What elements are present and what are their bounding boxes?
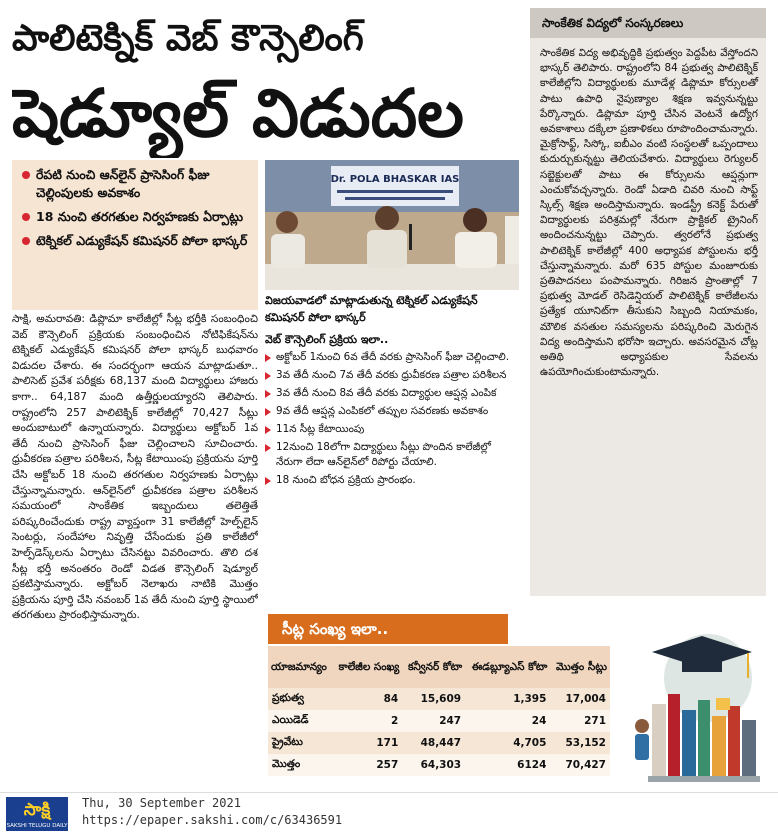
table-cell: 70,427 (550, 754, 610, 776)
table-cell: 4,705 (465, 732, 550, 754)
table-cell: 2 (333, 710, 403, 732)
highlight-item: రేపటి నుంచి ఆన్‌లైన్ ప్రాసెసింగ్ ఫీజు చెల్లింపులకు అవకాశం (20, 166, 250, 202)
table-cell: 257 (333, 754, 403, 776)
table-cell: 48,447 (402, 732, 465, 754)
table-cell: ప్రభుత్వ (268, 688, 333, 710)
table-cell: 15,609 (402, 688, 465, 710)
headline-line-1: పాలిటెక్నిక్ వెబ్ కౌన్సెలింగ్ (12, 18, 364, 59)
epaper-url[interactable]: https://epaper.sakshi.com/c/63436591 (82, 813, 343, 827)
process-item: అక్టోబర్ 1నుంచి 6వ తేదీ వరకు ప్రాసెసింగ్ ఫీజు చెల్లించాలి. (265, 350, 519, 365)
highlight-item: 18 నుంచి తరగతుల నిర్వహణకు ఏర్పాట్లు (20, 208, 250, 226)
process-item: 12నుంచి 18లోగా విద్యార్థులు సీట్లు పొందిన కాలేజీల్లో నేరుగా లేదా ఆన్‌లైన్‌లో రిపోర్టు చేయాలి. (265, 440, 519, 470)
process-title: వెబ్ కౌన్సెలింగ్ ప్రక్రియ ఇలా.. (265, 333, 389, 346)
sidebar-body: సాంకేతిక విద్య అభివృద్ధికి ప్రభుత్వం పెద్దపీట వేస్తోందని భాస్కర్ తెలిపారు. రాష్ట్రంలోని 84 ప్రభుత్వ పాలిటెక్నిక్ కాలేజీల్లోని విద్యార్థులకు మూడేళ్ల డిప్లొమా కోర్సులతో పాటు ఉపాధి నైపుణ్యాల శిక్షణ ఇవ్వనున్నట్టు పేర్కొన్నారు. డిప్లొమా పూర్తి చేసిన వెంటనే ఉద్యోగ అవకాశాలు దక్కేలా ప్రణాళికలు రూపొందించామన్నారు. మైక్రోసాఫ్ట్, సిస్కో, ఐబీఎం వంటి సంస్థలతో ఒప్పందాలు కుదుర్చుకున్నట్టు తెలియచేశారు. విద్యార్థులు రెగ్యులర్ సబ్జెక్టులతో పాటు ఈ కోర్సులను ఆప్షన్లుగా ఎంచుకోవచ్చన్నారు. రెండో ఏడాది చివరి నుంచి సాఫ్ట్ స్కిల్స్ శిక్షణ అందిస్తామన్నారు. ఇండస్ట్రీ కనెక్ట్ పేరుతో విద్యార్థులకు పరిశ్రమల్లో నేరుగా ప్రాక్టికల్ ట్రైనింగ్ అందించనున్నట్టు చెప్పారు. త్వరలోనే ప్రభుత్వ పాలిటెక్నిక్ కాలేజీల్లో 400 అధ్యాపక పోస్టులను భర్తీ చేస్తున్నామన్నారు. మరో 635 పోస్టుల మంజూరుకు ప్రతిపాదనలు పంపామన్నారు. గిరిజన ప్రాంతాల్లో 7 ప్రభుత్వ మోడల్ రెసిడెన్షియల్ పాలిటెక్నిక్ కాలేజీలను ప్రత్యేక యూనిట్‌గా తీసుకుని సిబ్బంది నియామకం, మౌలిక వసతుల సమస్యలను పరిష్కరించి మెరుగైన విద్య అందిస్తామని భరోసా ఇచ్చారు. అవసరమైన చోట్ల అతిథి అధ్యాపకుల సేవలను ఉపయోగించుకుంటామన్నారు. (540, 47, 758, 379)
table-cell: 53,152 (550, 732, 610, 754)
seats-table (268, 646, 610, 776)
table-cell: 17,004 (550, 688, 610, 710)
table-row (268, 732, 610, 754)
column-header: ఈడబ్ల్యూఎస్ కోటా (465, 646, 550, 688)
graduation-books-icon (612, 608, 768, 788)
table-cell: 1,395 (465, 688, 550, 710)
table-cell: 64,303 (402, 754, 465, 776)
press-meet-image (265, 160, 519, 290)
table-cell: ఎయిడెడ్ (268, 710, 333, 732)
table-cell: 171 (333, 732, 403, 754)
highlights-box (12, 160, 258, 310)
process-item: 3వ తేదీ నుంచి 8వ తేదీ వరకు విద్యార్థుల ఆప్షన్ల ఎంపిక (265, 386, 519, 401)
sakshi-logo: సాక్షి (6, 797, 68, 831)
table-cell: ప్రైవేటు (268, 732, 333, 754)
table-row (268, 688, 610, 710)
table-cell: మొత్తం (268, 754, 333, 776)
column-header: కన్వీనర్ కోటా (402, 646, 465, 688)
table-row (268, 754, 610, 776)
seats-table-title: సీట్ల సంఖ్య ఇలా.. (268, 614, 508, 644)
column-header: కాలేజీల సంఖ్య (333, 646, 403, 688)
headline-line-2: షెడ్యూల్ విడుదల (12, 75, 464, 152)
seats-header-row (268, 646, 610, 688)
process-item: 3వ తేదీ నుంచి 7వ తేదీ వరకు ధ్రువీకరణ పత్రాల పరిశీలన (265, 368, 519, 383)
article-body: సాక్షి, అమరావతి: డిప్లొమా కాలేజీల్లో సీట్ల భర్తీకి సంబంధించి వెబ్ కౌన్సెలింగ్ ప్రక్రియకు సంబంధించిన నోటిఫికేషన్‌ను టెక్నికల్ ఎడ్యుకేషన్ కమిషనర్ పోలా భాస్కర్ బుధవారం విడుదల చేశారు. ఈ సందర్భంగా ఆయన మాట్లాడుతూ.. పాలిసెట్ ప్రవేశ పరీక్షకు 68,137 మంది విద్యార్థులు హాజరు కాగా.. 64,187 మంది ఉత్తీర్ణులయ్యారని తెలిపారు. రాష్ట్రంలోని 257 పాలిటెక్నిక్ కాలేజీల్లో 70,427 సీట్లు అందుబాటులో ఉన్నాయన్నారు. విద్యార్థులు అక్టోబర్ 1వ తేదీ నుంచి ప్రాసెసింగ్ ఫీజు చెల్లించాలని సూచించారు. ధ్రువీకరణ పత్రాల పరిశీలన, సీట్ల కేటాయింపు ప్రక్రియను పూర్తి చేసి అక్టోబర్ 18 నుంచి తరగతుల నిర్వహణకు ఏర్పాట్లు చేస్తున్నామన్నారు. ఆన్‌లైన్‌లో ధ్రువీకరణ పత్రాల పరిశీలన సమయంలో సాంకేతిక ఇబ్బందులు తలెత్తితే పరిష్కరించేందుకు రాష్ట్ర వ్యాప్తంగా 31 కాలేజీల్లో హెల్ప్‌లైన్ సెంటర్లు, సందేహాల నివృత్తి చేసేందుకు ప్రతి కాలేజీలో హెల్ప్‌డెస్క్‌లను ఏర్పాటు చేసినట్టు వివరించారు. తొలి దశ సీట్ల భర్తీ అనంతరం రెండో విడత కౌన్సెలింగ్ షెడ్యూల్ ప్రకటిస్తామన్నారు. అక్టోబర్ నెలాఖరు నాటికి మొత్తం ప్రక్రియను పూర్తి చేసి నవంబర్ 1వ తేదీ నుంచి పూర్తి స్థాయిలో తరగతులు ప్రారంభిస్తామన్నారు. (12, 313, 258, 622)
process-box (265, 332, 519, 602)
column-header: మొత్తం సీట్లు (550, 646, 610, 688)
table-cell: 271 (550, 710, 610, 732)
banner-text: Dr. POLA BHASKAR IAS (330, 174, 460, 185)
footer (0, 792, 778, 833)
education-illustration (612, 608, 768, 788)
press-photo (265, 160, 519, 290)
column-header: యాజమాన్యం (268, 646, 333, 688)
process-item: 9వ తేదీ ఆప్షన్ల ఎంపికలో తప్పుల సవరణకు అవకాశం (265, 404, 519, 419)
table-cell: 84 (333, 688, 403, 710)
publish-date: Thu, 30 September 2021 (82, 796, 241, 810)
photo-caption: విజయవాడలో మాట్లాడుతున్న టెక్నికల్ ఎడ్యుకేషన్ కమిషనర్ పోలా భాస్కర్ (265, 294, 478, 324)
sidebar-reforms (530, 8, 766, 596)
table-row (268, 710, 610, 732)
process-item: 18 నుంచి బోధన ప్రక్రియ ప్రారంభం. (265, 473, 519, 488)
logo-subtitle: SAKSHI TELUGU DAILY (6, 823, 68, 829)
table-cell: 6124 (465, 754, 550, 776)
table-cell: 247 (402, 710, 465, 732)
highlight-item: టెక్నికల్ ఎడ్యుకేషన్ కమిషనర్ పోలా భాస్కర్ (20, 232, 250, 250)
table-cell: 24 (465, 710, 550, 732)
sidebar-title: సాంకేతిక విద్యలో సంస్కరణలు (530, 8, 766, 38)
process-item: 11న సీట్ల కేటాయింపు (265, 422, 519, 437)
